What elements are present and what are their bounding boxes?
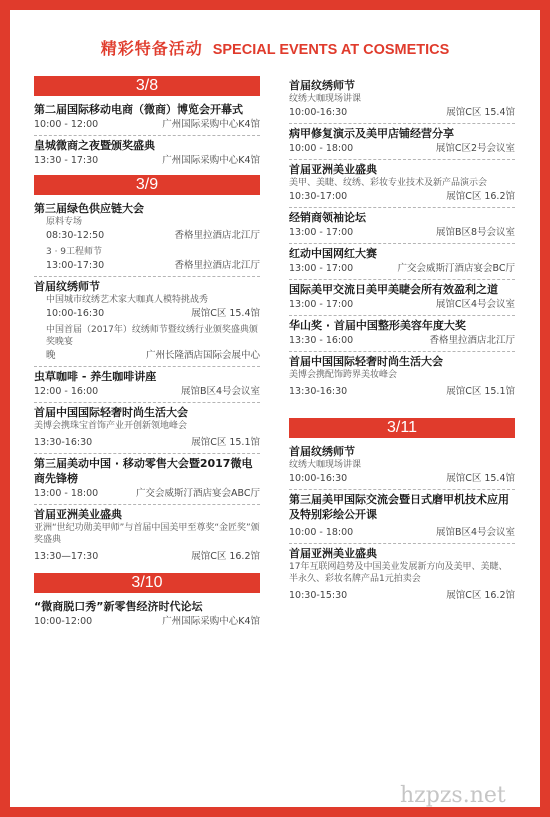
event-venue: 展馆B区4号会议室 (435, 527, 515, 538)
event-title: 经销商领袖论坛 (289, 211, 366, 224)
event-item (289, 280, 515, 316)
event-time: 10:00 - 18:00 (289, 527, 354, 538)
event-item (34, 100, 260, 136)
event-venue: 广州国际采购中心K4馆 (162, 616, 260, 627)
event-time: 10:30-15:30 (289, 590, 348, 601)
right-column (289, 76, 515, 606)
event-time: 10:00-16:30 (289, 473, 348, 484)
event-item (289, 490, 515, 544)
event-time: 10:00 - 18:00 (289, 143, 354, 154)
event-item (34, 454, 260, 505)
event-subtitle: 美博会携珠宝首饰产业开创新领地峰会 (34, 421, 188, 431)
event-title: 第三届美甲国际交流会暨日式磨甲机技术应用及特别彩绘公开课 (289, 493, 509, 521)
event-time: 13:00-17:30 (46, 260, 105, 271)
event-subtitle: 亚洲“世纪功勋美甲师”与首届中国美甲至尊奖“金匠奖”颁奖盛典 (34, 523, 260, 545)
event-title: 红动中国网红大赛 (289, 247, 377, 260)
event-venue: 展馆C区 16.2馆 (446, 191, 515, 202)
event-time: 13:00 - 17:00 (289, 299, 354, 310)
event-schedule (34, 228, 260, 243)
event-item (289, 352, 515, 402)
event-item (289, 544, 515, 606)
event-item (34, 597, 260, 632)
event-venue: 广州国际采购中心K4馆 (162, 155, 260, 166)
event-title: 虫草咖啡 - 养生咖啡讲座 (34, 370, 157, 383)
event-title: 第三届绿色供应链大会 (34, 202, 144, 215)
event-item (34, 505, 260, 567)
event-time: 13:30-16:30 (289, 386, 348, 397)
watermark-text: hzpzs.net (400, 783, 506, 808)
event-item (289, 244, 515, 280)
event-venue: 广交会威斯汀酒店宴会BC厅 (397, 263, 515, 274)
event-schedule (289, 525, 515, 540)
event-schedule (34, 549, 260, 564)
event-schedule (34, 117, 260, 132)
event-subtitle: 美甲、美睫、纹绣、彩妆专业技术及新产品演示会 (289, 178, 488, 188)
event-session: 3 · 9工程师节 (46, 247, 103, 257)
event-item (289, 208, 515, 244)
event-venue: 展馆C区 15.4馆 (446, 473, 515, 484)
event-title: 首届纹绣师节 (289, 79, 355, 92)
event-subtitle: 17年互联网趋势及中国美业发展新方向及美甲、美睫、半永久、彩妆名牌产品1元拍卖会 (289, 562, 508, 584)
event-venue: 广州长隆酒店国际会展中心 (145, 350, 260, 361)
event-time: 10:30-17:00 (289, 191, 348, 202)
event-title: 国际美甲交流日美甲美睫会所有效盈利之道 (289, 283, 498, 296)
event-schedule (34, 348, 260, 363)
poster-sheet (10, 10, 540, 807)
event-title: 第二届国际移动电商（微商）博览会开幕式 (34, 103, 243, 116)
event-schedule (289, 141, 515, 156)
event-title: 首届中国国际轻奢时尚生活大会 (34, 406, 188, 419)
event-time: 12:00 - 16:00 (34, 386, 99, 397)
event-time: 08:30-12:50 (46, 230, 105, 241)
event-item (34, 277, 260, 367)
event-schedule (289, 225, 515, 240)
event-time: 10:00-16:30 (289, 107, 348, 118)
event-venue: 展馆C区2号会议室 (435, 143, 515, 154)
day-header-3-9: 3/9 (34, 175, 260, 195)
event-title: 病甲修复演示及美甲店铺经营分享 (289, 127, 454, 140)
event-venue: 展馆C区 16.2馆 (191, 551, 260, 562)
event-item (34, 403, 260, 454)
title-chinese: 精彩特备活动 (100, 39, 203, 58)
event-subtitle: 纹绣大咖现场讲课 (289, 460, 362, 470)
event-schedule (289, 297, 515, 312)
event-subtitle: 美博会携配饰跨界美妆峰会 (289, 370, 398, 380)
event-venue: 香格里拉酒店北江厅 (174, 260, 260, 271)
left-column (34, 76, 260, 632)
event-time: 13:30-16:30 (34, 437, 93, 448)
event-schedule (289, 105, 515, 120)
event-title: 首届亚洲美业盛典 (34, 508, 122, 521)
event-venue: 香格里拉酒店北江厅 (174, 230, 260, 241)
event-time: 10:00-12:00 (34, 616, 93, 627)
event-item (289, 76, 515, 124)
event-venue: 展馆B区4号会议室 (180, 386, 260, 397)
event-item (289, 316, 515, 352)
event-item (289, 442, 515, 490)
event-schedule (289, 384, 515, 399)
event-item (34, 199, 260, 277)
event-title: 首届亚洲美业盛典 (289, 547, 377, 560)
event-schedule (34, 258, 260, 273)
event-venue: 展馆B区8号会议室 (435, 227, 515, 238)
event-venue: 展馆C区 16.2馆 (446, 590, 515, 601)
event-session: 中国城市纹绣艺术家大咖真人模特挑战秀 (46, 295, 209, 305)
event-item (289, 124, 515, 160)
event-title: 华山奖 · 首届中国整形美容年度大奖 (289, 319, 466, 332)
event-venue: 展馆C区 15.4馆 (446, 107, 515, 118)
event-title: “微商脱口秀”新零售经济时代论坛 (34, 600, 203, 613)
event-session: 中国首届（2017年）纹绣师节暨纹绣行业颁奖盛典颁奖晚宴 (46, 325, 258, 347)
event-schedule (289, 471, 515, 486)
event-schedule (34, 614, 260, 629)
event-item (34, 367, 260, 403)
event-venue: 展馆C区4号会议室 (435, 299, 515, 310)
day-header-3-10: 3/10 (34, 573, 260, 593)
event-venue: 广州国际采购中心K4馆 (162, 119, 260, 130)
day-header-3-11: 3/11 (289, 418, 515, 438)
event-time: 13:00 - 17:00 (289, 263, 354, 274)
event-venue: 广交会威斯汀酒店宴会ABC厅 (136, 488, 260, 499)
event-time: 13:00 - 17:00 (289, 227, 354, 238)
event-schedule (34, 384, 260, 399)
event-title: 首届亚洲美业盛典 (289, 163, 377, 176)
event-venue: 香格里拉酒店北江厅 (429, 335, 515, 346)
event-time: 10:00-16:30 (46, 308, 105, 319)
event-schedule (289, 588, 515, 603)
event-title: 第三届美动中国 · 移动零售大会暨2017微电商先锋榜 (34, 457, 253, 485)
event-time: 10:00 - 12:00 (34, 119, 99, 130)
event-time: 13:30—17:30 (34, 551, 99, 562)
event-title: 皇城微商之夜暨颁奖盛典 (34, 139, 155, 152)
event-schedule (34, 486, 260, 501)
event-schedule (289, 333, 515, 348)
event-item (289, 160, 515, 208)
event-time: 13:30 - 16:00 (289, 335, 354, 346)
event-subtitle: 纹绣大咖现场讲课 (289, 94, 362, 104)
event-time: 13:00 - 18:00 (34, 488, 99, 499)
event-session: 原料专场 (46, 217, 83, 227)
event-schedule (34, 306, 260, 321)
event-title: 首届纹绣师节 (289, 445, 355, 458)
title-english: SPECIAL EVENTS AT COSMETICS (212, 42, 450, 58)
event-venue: 展馆C区 15.1馆 (446, 386, 515, 397)
event-time: 13:30 - 17:30 (34, 155, 99, 166)
event-schedule (289, 189, 515, 204)
event-title: 首届纹绣师节 (34, 280, 100, 293)
event-schedule (34, 435, 260, 450)
page-title (10, 36, 540, 59)
event-venue: 展馆C区 15.4馆 (191, 308, 260, 319)
event-schedule (289, 261, 515, 276)
event-item (34, 136, 260, 171)
event-venue: 展馆C区 15.1馆 (191, 437, 260, 448)
event-time: 晚 (46, 350, 56, 361)
event-schedule (34, 153, 260, 168)
day-header-3-8: 3/8 (34, 76, 260, 96)
event-title: 首届中国国际轻奢时尚生活大会 (289, 355, 443, 368)
